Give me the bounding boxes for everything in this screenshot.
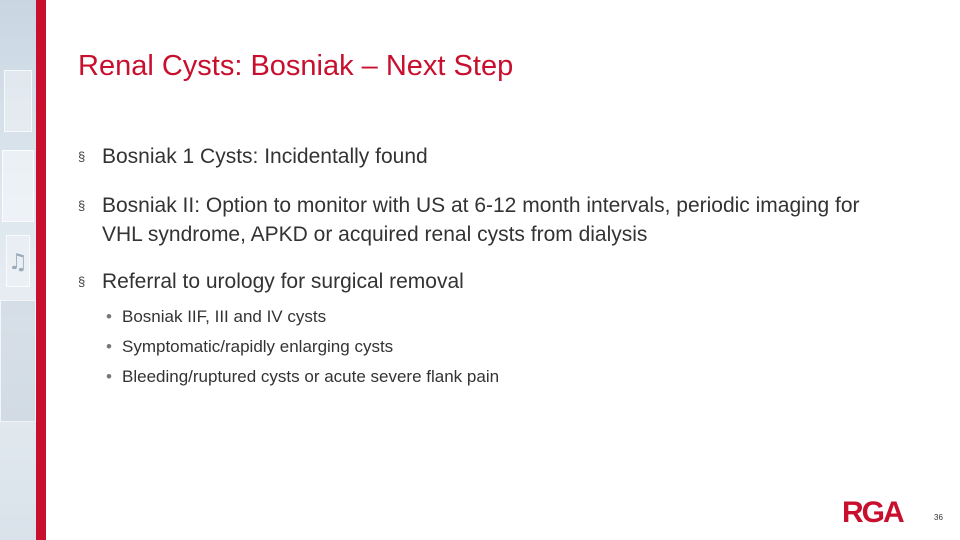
bullet-text: Referral to urology for surgical removal <box>102 270 464 293</box>
bullet-list <box>78 142 898 392</box>
bullet-text: Bosniak II: Option to monitor with US at 6-12 month intervals, periodic imaging for VHL syndrome, APKD or acquired renal cysts from dialysis <box>102 194 860 246</box>
sub-bullet-item <box>106 302 898 332</box>
logo-text: RGA <box>842 496 903 528</box>
sub-bullet-marker-icon: • <box>106 337 112 356</box>
music-note-icon: ♫ <box>8 250 28 275</box>
decor-panel-1 <box>4 70 32 132</box>
decorative-side-image <box>0 0 36 540</box>
sub-bullet-text: Bosniak IIF, III and IV cysts <box>122 307 327 326</box>
rga-logo-icon <box>842 494 912 528</box>
bullet-marker-icon: § <box>78 149 86 164</box>
bullet-marker-icon: § <box>78 274 86 289</box>
accent-bar <box>36 0 46 540</box>
sub-bullet-item <box>106 362 898 392</box>
bullet-text: Bosniak 1 Cysts: Incidentally found <box>102 145 428 168</box>
sub-bullet-list <box>78 302 898 392</box>
sub-bullet-text: Symptomatic/rapidly enlarging cysts <box>122 337 394 356</box>
sub-bullet-item <box>106 332 898 362</box>
decor-panel-2 <box>2 150 34 222</box>
sub-bullet-marker-icon: • <box>106 367 112 386</box>
page-number: 36 <box>934 513 943 522</box>
slide-title: Renal Cysts: Bosniak – Next Step <box>78 50 514 82</box>
bullet-item-referral <box>78 267 898 296</box>
bullet-marker-icon: § <box>78 198 86 213</box>
sub-bullet-text: Bleeding/ruptured cysts or acute severe flank pain <box>122 367 500 386</box>
bullet-item-bosniak-1 <box>78 142 898 171</box>
decor-panel-4 <box>0 300 36 422</box>
bullet-item-bosniak-2 <box>78 191 898 249</box>
sub-bullet-marker-icon: • <box>106 307 112 326</box>
